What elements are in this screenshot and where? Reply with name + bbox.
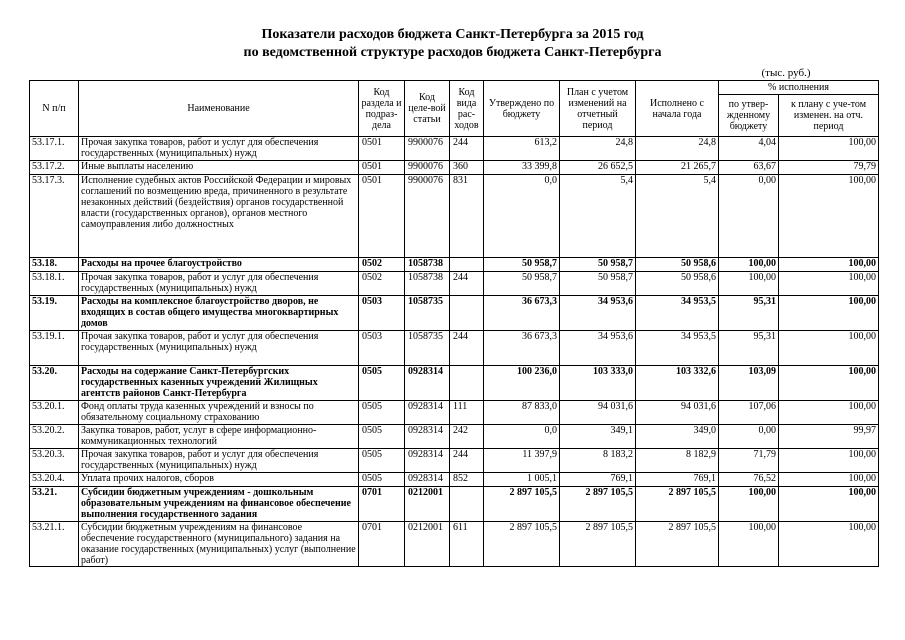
row-pct-utv: 95,31 [719, 296, 779, 331]
row-utv: 36 673,3 [484, 296, 560, 331]
row-plan: 34 953,6 [560, 296, 636, 331]
row-plan: 769,1 [560, 473, 636, 487]
row-pct-utv: 76,52 [719, 473, 779, 487]
table-row [30, 175, 879, 258]
row-pct-utv: 100,00 [719, 272, 779, 296]
row-name: Прочая закупка товаров, работ и услуг для обеспечения государственных (муниципальных) нужд [79, 449, 359, 473]
row-razdel: 0505 [359, 449, 405, 473]
report-title-line2: по ведомственной структуре расходов бюджета Санкт-Петербурга [243, 45, 662, 60]
table-row [30, 473, 879, 487]
row-num: 53.17.3. [30, 175, 79, 258]
row-razdel: 0503 [359, 331, 405, 366]
row-celevoy: 1058735 [405, 296, 450, 331]
table-row [30, 366, 879, 401]
row-pct-plan: 100,00 [779, 366, 879, 401]
row-pct-utv: 4,04 [719, 137, 779, 161]
row-isp: 50 958,6 [636, 258, 719, 272]
row-vid [450, 366, 484, 401]
row-utv: 2 897 105,5 [484, 522, 560, 567]
table-row [30, 425, 879, 449]
row-plan: 349,1 [560, 425, 636, 449]
row-vid: 244 [450, 449, 484, 473]
row-num: 53.18.1. [30, 272, 79, 296]
table-row [30, 161, 879, 175]
row-celevoy: 0928314 [405, 366, 450, 401]
row-name: Прочая закупка товаров, работ и услуг для обеспечения государственных (муниципальных) нужд [79, 272, 359, 296]
header-num: N п/п [30, 81, 79, 137]
row-vid: 831 [450, 175, 484, 258]
row-celevoy: 1058738 [405, 272, 450, 296]
row-name: Прочая закупка товаров, работ и услуг для обеспечения государственных (муниципальных) нужд [79, 137, 359, 161]
header-pct-plan: к плану с уче-том изменен. на отч. период [779, 95, 879, 137]
row-razdel: 0505 [359, 473, 405, 487]
row-name: Исполнение судебных актов Российской Федерации и мировых соглашений по возмещению вреда, причиненного в результате незаконных действий (бездействия) органов государственной власти (государственных органов), органов местного самоуправления либо должностных [79, 175, 359, 258]
budget-table [29, 80, 879, 567]
row-num: 53.20.3. [30, 449, 79, 473]
row-vid: 852 [450, 473, 484, 487]
header-razdel: Код раздела и подраз-дела [359, 81, 405, 137]
row-name: Прочая закупка товаров, работ и услуг для обеспечения государственных (муниципальных) нужд [79, 331, 359, 366]
row-isp: 5,4 [636, 175, 719, 258]
row-vid: 244 [450, 137, 484, 161]
row-num: 53.21.1. [30, 522, 79, 567]
row-vid: 611 [450, 522, 484, 567]
row-pct-utv: 71,79 [719, 449, 779, 473]
header-pct-utv: по утвер-жденному бюджету [719, 95, 779, 137]
row-vid: 111 [450, 401, 484, 425]
row-plan: 5,4 [560, 175, 636, 258]
row-celevoy: 1058735 [405, 331, 450, 366]
row-plan: 2 897 105,5 [560, 522, 636, 567]
row-isp: 24,8 [636, 137, 719, 161]
row-razdel: 0502 [359, 258, 405, 272]
row-isp: 8 182,9 [636, 449, 719, 473]
row-pct-utv: 63,67 [719, 161, 779, 175]
row-pct-utv: 95,31 [719, 331, 779, 366]
table-row [30, 449, 879, 473]
row-celevoy: 1058738 [405, 258, 450, 272]
row-pct-utv: 0,00 [719, 425, 779, 449]
header-plan: План с учетом изменений на отчетный период [560, 81, 636, 137]
row-plan: 24,8 [560, 137, 636, 161]
row-plan: 34 953,6 [560, 331, 636, 366]
row-pct-plan: 100,00 [779, 449, 879, 473]
row-celevoy: 9900076 [405, 161, 450, 175]
row-isp: 2 897 105,5 [636, 522, 719, 567]
row-razdel: 0501 [359, 137, 405, 161]
row-num: 53.18. [30, 258, 79, 272]
row-vid: 244 [450, 331, 484, 366]
row-num: 53.17.2. [30, 161, 79, 175]
row-razdel: 0503 [359, 296, 405, 331]
row-pct-plan: 79,79 [779, 161, 879, 175]
row-utv: 87 833,0 [484, 401, 560, 425]
row-vid [450, 296, 484, 331]
row-celevoy: 9900076 [405, 137, 450, 161]
row-pct-plan: 100,00 [779, 487, 879, 522]
row-name: Фонд оплаты труда казенных учреждений и взносы по обязательному социальному страхованию [79, 401, 359, 425]
row-celevoy: 0928314 [405, 449, 450, 473]
row-pct-plan: 100,00 [779, 331, 879, 366]
row-plan: 26 652,5 [560, 161, 636, 175]
row-vid: 360 [450, 161, 484, 175]
row-vid: 244 [450, 272, 484, 296]
row-isp: 2 897 105,5 [636, 487, 719, 522]
row-celevoy: 0928314 [405, 401, 450, 425]
row-razdel: 0505 [359, 425, 405, 449]
row-celevoy: 0928314 [405, 473, 450, 487]
row-isp: 34 953,5 [636, 331, 719, 366]
table-row [30, 137, 879, 161]
row-num: 53.20.1. [30, 401, 79, 425]
table-row [30, 522, 879, 567]
header-celevoy: Код целе-вой статьи [405, 81, 450, 137]
row-num: 53.20.4. [30, 473, 79, 487]
row-num: 53.17.1. [30, 137, 79, 161]
row-name: Расходы на содержание Санкт-Петербургских государственных казенных учреждений Жилищных агентств районов Санкт-Петербурга [79, 366, 359, 401]
row-utv: 100 236,0 [484, 366, 560, 401]
row-pct-utv: 0,00 [719, 175, 779, 258]
row-vid [450, 487, 484, 522]
row-pct-plan: 100,00 [779, 258, 879, 272]
row-isp: 50 958,6 [636, 272, 719, 296]
table-row [30, 296, 879, 331]
row-isp: 103 332,6 [636, 366, 719, 401]
header-utv: Утверждено по бюджету [484, 81, 560, 137]
row-pct-utv: 107,06 [719, 401, 779, 425]
row-num: 53.19. [30, 296, 79, 331]
table-row [30, 272, 879, 296]
row-razdel: 0501 [359, 175, 405, 258]
row-isp: 349,0 [636, 425, 719, 449]
row-plan: 2 897 105,5 [560, 487, 636, 522]
row-celevoy: 0212001 [405, 487, 450, 522]
row-pct-plan: 100,00 [779, 522, 879, 567]
row-pct-plan: 100,00 [779, 175, 879, 258]
row-utv: 33 399,8 [484, 161, 560, 175]
row-plan: 50 958,7 [560, 258, 636, 272]
row-pct-utv: 100,00 [719, 487, 779, 522]
row-utv: 36 673,3 [484, 331, 560, 366]
row-isp: 769,1 [636, 473, 719, 487]
row-utv: 11 397,9 [484, 449, 560, 473]
row-num: 53.19.1. [30, 331, 79, 366]
table-row [30, 258, 879, 272]
row-razdel: 0501 [359, 161, 405, 175]
row-utv: 0,0 [484, 425, 560, 449]
row-pct-plan: 100,00 [779, 272, 879, 296]
row-utv: 50 958,7 [484, 272, 560, 296]
row-plan: 50 958,7 [560, 272, 636, 296]
row-utv: 0,0 [484, 175, 560, 258]
header-name: Наименование [79, 81, 359, 137]
row-name: Расходы на комплексное благоустройство дворов, не входящих в состав общего имущества многоквартирных домов [79, 296, 359, 331]
row-name: Иные выплаты населению [79, 161, 359, 175]
row-pct-plan: 100,00 [779, 401, 879, 425]
table-body [30, 137, 879, 567]
table-row [30, 331, 879, 366]
row-num: 53.20.2. [30, 425, 79, 449]
row-plan: 94 031,6 [560, 401, 636, 425]
row-plan: 103 333,0 [560, 366, 636, 401]
row-isp: 94 031,6 [636, 401, 719, 425]
row-utv: 2 897 105,5 [484, 487, 560, 522]
row-razdel: 0701 [359, 487, 405, 522]
row-name: Расходы на прочее благоустройство [79, 258, 359, 272]
units-label: (тыс. руб.) [761, 67, 811, 79]
row-vid [450, 258, 484, 272]
row-celevoy: 0928314 [405, 425, 450, 449]
row-razdel: 0505 [359, 401, 405, 425]
row-celevoy: 9900076 [405, 175, 450, 258]
header-vid: Код вида рас-ходов [450, 81, 484, 137]
row-name: Уплата прочих налогов, сборов [79, 473, 359, 487]
table-row [30, 401, 879, 425]
row-utv: 50 958,7 [484, 258, 560, 272]
row-name: Субсидии бюджетным учреждениям - дошкольным образовательным учреждениям на финансовое обеспечение выполнения государственного задания [79, 487, 359, 522]
row-vid: 242 [450, 425, 484, 449]
row-pct-plan: 100,00 [779, 473, 879, 487]
table-row [30, 487, 879, 522]
row-celevoy: 0212001 [405, 522, 450, 567]
row-utv: 613,2 [484, 137, 560, 161]
row-pct-plan: 100,00 [779, 137, 879, 161]
row-plan: 8 183,2 [560, 449, 636, 473]
row-num: 53.21. [30, 487, 79, 522]
row-name: Закупка товаров, работ, услуг в сфере информационно-коммуникационных технологий [79, 425, 359, 449]
row-pct-utv: 103,09 [719, 366, 779, 401]
report-title-line1: Показатели расходов бюджета Санкт-Петербурга за 2015 год [261, 27, 644, 42]
row-razdel: 0701 [359, 522, 405, 567]
row-pct-plan: 100,00 [779, 296, 879, 331]
row-num: 53.20. [30, 366, 79, 401]
row-pct-plan: 99,97 [779, 425, 879, 449]
row-pct-utv: 100,00 [719, 258, 779, 272]
header-pct-group: % исполнения [719, 81, 879, 95]
row-pct-utv: 100,00 [719, 522, 779, 567]
row-razdel: 0502 [359, 272, 405, 296]
row-isp: 21 265,7 [636, 161, 719, 175]
row-isp: 34 953,5 [636, 296, 719, 331]
row-name: Субсидии бюджетным учреждениям на финансовое обеспечение государственного (муниципального) задания на оказание государственных (муниципальных) услуг (выполнение работ) [79, 522, 359, 567]
row-razdel: 0505 [359, 366, 405, 401]
header-isp: Исполнено с начала года [636, 81, 719, 137]
row-utv: 1 005,1 [484, 473, 560, 487]
